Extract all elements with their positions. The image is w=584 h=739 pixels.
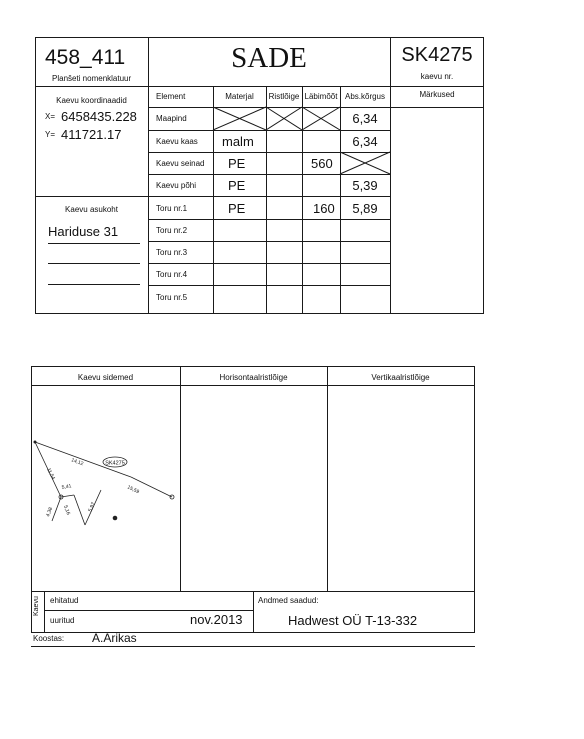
nomenclature-label: Planšeti nomenklatuur bbox=[52, 74, 132, 83]
row-element: Kaevu kaas bbox=[156, 137, 198, 146]
sketch-dim: 11,54 bbox=[45, 467, 56, 481]
data-source: Hadwest OÜ T-13-332 bbox=[288, 613, 418, 628]
row-material: PE bbox=[228, 178, 246, 193]
not-applicable-marks bbox=[0, 0, 584, 320]
location-label: Kaevu asukoht bbox=[65, 205, 118, 214]
well-number: SK4275 bbox=[401, 44, 473, 66]
location-value: Hariduse 31 bbox=[48, 224, 119, 239]
row-diameter: 160 bbox=[313, 201, 335, 216]
row-element: Kaevu seinad bbox=[156, 159, 205, 168]
row-element: Toru nr.4 bbox=[156, 270, 188, 279]
row-elevation: 5,39 bbox=[352, 178, 378, 193]
sketch-col-vertical: Vertikaalristlõige bbox=[371, 373, 430, 382]
sketch-dim: 5,41 bbox=[61, 483, 72, 491]
row-diameter: 560 bbox=[311, 156, 333, 171]
coords-label: Kaevu koordinaadid bbox=[56, 96, 127, 105]
col-header-elevation: Abs.kõrgus bbox=[344, 92, 386, 101]
row-material: PE bbox=[228, 156, 246, 171]
col-header-section: Ristlõige bbox=[268, 92, 300, 101]
well-number-label: kaevu nr. bbox=[420, 72, 454, 81]
y-prefix: Y= bbox=[45, 130, 56, 139]
row-element: Kaevu põhi bbox=[156, 181, 197, 190]
col-header-remarks: Märkused bbox=[419, 90, 455, 99]
built-label: ehitatud bbox=[50, 596, 79, 605]
col-header-element: Element bbox=[156, 92, 186, 101]
sketch-col-connections: Kaevu sidemed bbox=[77, 373, 134, 382]
sketch-well-tag: SK4275 bbox=[105, 460, 125, 467]
tie-sketch bbox=[31, 385, 180, 591]
col-header-diameter: Läbimõõt bbox=[304, 92, 338, 101]
row-material: malm bbox=[222, 134, 254, 149]
sketch-dim: 14,12 bbox=[70, 457, 85, 468]
x-coordinate: 6458435.228 bbox=[61, 109, 137, 124]
page-title: SADE bbox=[231, 42, 307, 74]
sketch-col-horizontal: Horisontaalristlõige bbox=[219, 373, 288, 382]
compiled-by: A.Arikas bbox=[92, 631, 137, 645]
sketch-dim: 4,38 bbox=[45, 506, 55, 518]
row-element: Toru nr.3 bbox=[156, 248, 188, 257]
row-element: Toru nr.1 bbox=[156, 204, 188, 213]
sketch-dim: 5,16 bbox=[62, 504, 72, 516]
row-elevation: 6,34 bbox=[352, 134, 378, 149]
sketch-dim: 5,97 bbox=[87, 501, 97, 513]
row-material: PE bbox=[228, 201, 246, 216]
x-prefix: X= bbox=[45, 112, 56, 121]
row-elevation: 6,34 bbox=[352, 111, 378, 126]
y-coordinate: 411721.17 bbox=[61, 127, 122, 142]
measured-label: uuritud bbox=[50, 616, 75, 625]
compiled-label: Koostas: bbox=[33, 634, 65, 643]
side-label: Kaevu bbox=[33, 596, 40, 616]
nomenclature: 458_411 bbox=[45, 46, 126, 69]
row-element: Toru nr.2 bbox=[156, 226, 188, 235]
survey-date: nov.2013 bbox=[190, 612, 243, 627]
sketch-dim: 15,59 bbox=[126, 484, 141, 496]
row-element: Toru nr.5 bbox=[156, 293, 188, 302]
row-element: Maapind bbox=[156, 114, 187, 123]
row-elevation: 5,89 bbox=[352, 201, 378, 216]
data-source-label: Andmed saadud: bbox=[258, 596, 319, 605]
col-header-material: Materjal bbox=[225, 92, 254, 101]
